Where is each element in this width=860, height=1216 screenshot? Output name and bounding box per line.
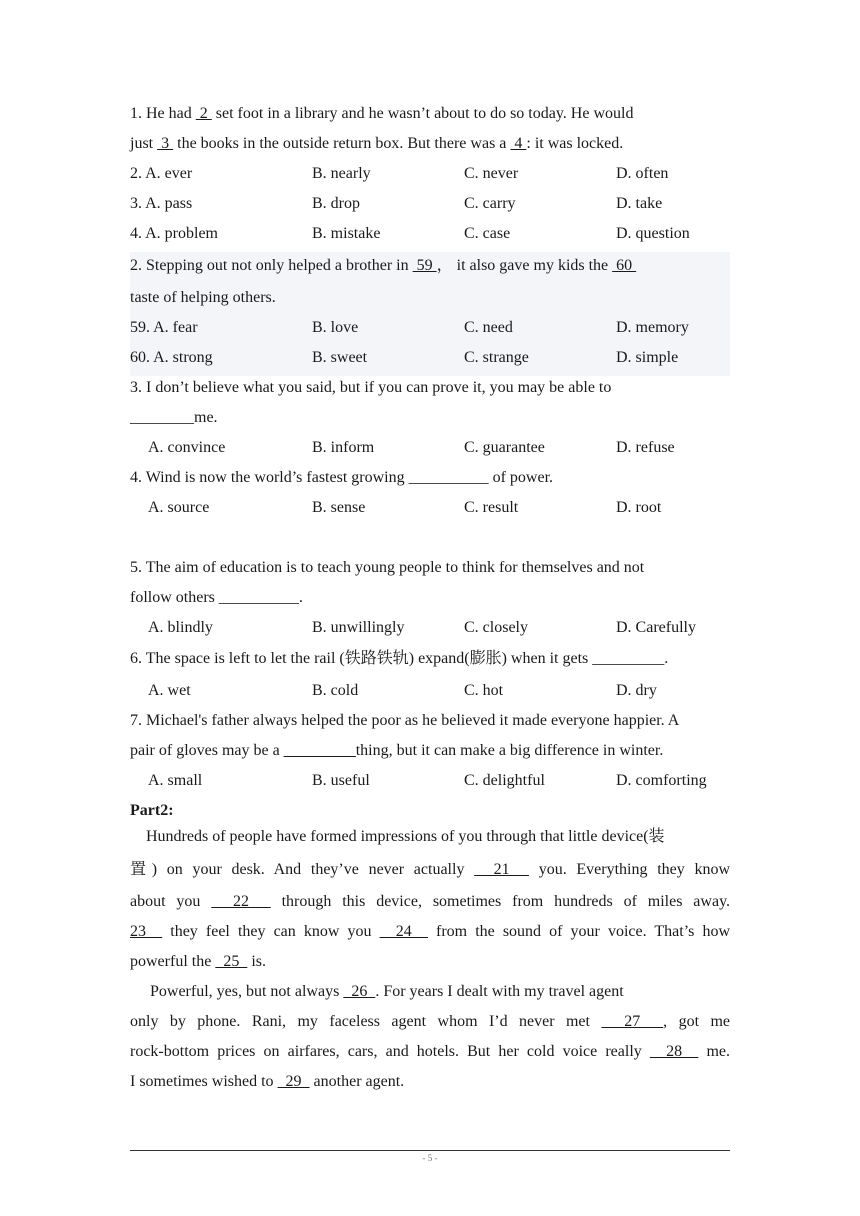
blank-23: 23: [130, 923, 163, 940]
q7-line1: 7. Michael's father always helped the poor as he believed it made everyone happier. A: [130, 712, 680, 729]
part2-p1-line1: [130, 827, 730, 847]
text: thing, but it can make a big difference in winter.: [355, 742, 664, 759]
part2-p1-line5: [130, 952, 730, 972]
q4-line1: 4. Wind is now the world’s fastest growing __________ of power.: [130, 469, 554, 486]
option-c: C. guarantee: [464, 439, 545, 456]
option-b: B. sense: [312, 499, 366, 516]
option-b: B. cold: [312, 682, 359, 699]
option-c: C. carry: [464, 195, 516, 212]
q5-line1: 5. The aim of education is to teach young people to think for themselves and not: [130, 559, 645, 576]
option-a: 2. A. ever: [130, 165, 193, 182]
part2-p2-line3: [130, 1042, 730, 1062]
text: , got me: [663, 1013, 731, 1030]
footer-divider: [130, 1150, 730, 1151]
option-a: A. convince: [148, 439, 226, 456]
q6-line1: 6. The space is left to let the rail (铁路铁轨) expand(膨胀) when it gets _________.: [130, 650, 669, 667]
blank-27: 27: [601, 1013, 664, 1030]
option-c: C. result: [464, 499, 519, 516]
blank-3: 3: [157, 135, 174, 152]
option-c: C. need: [464, 319, 513, 336]
option-b: B. sweet: [312, 349, 368, 366]
page-number: - 5 -: [422, 1153, 438, 1163]
option-d: D. refuse: [616, 439, 675, 456]
option-a: A. wet: [148, 682, 191, 699]
part2-heading: Part2:: [130, 802, 174, 819]
option-c: C. hot: [464, 682, 504, 699]
blank-21: 21: [474, 861, 529, 878]
q1-line2: [130, 134, 730, 154]
blank-60: 60: [612, 257, 637, 274]
blank-4: 4: [510, 135, 527, 152]
option-a: A. blindly: [148, 619, 213, 636]
text: 置) on your desk. And they’ve never actually: [130, 861, 475, 878]
q2-line1: [130, 256, 730, 276]
q5-line2: follow others __________.: [130, 589, 303, 606]
option-b: B. unwillingly: [312, 619, 405, 636]
option-a: 3. A. pass: [130, 195, 193, 212]
option-b: B. nearly: [312, 165, 371, 182]
text: another agent.: [309, 1073, 405, 1090]
blank-25: 25: [215, 953, 248, 970]
blank: _________: [283, 742, 356, 759]
option-b: B. mistake: [312, 225, 381, 242]
text: just: [130, 135, 158, 152]
option-c: C. delightful: [464, 772, 545, 789]
option-a: A. small: [148, 772, 203, 789]
text: only by phone. Rani, my faceless agent whom I’d never met: [130, 1013, 602, 1030]
text: is.: [247, 953, 266, 970]
part2-p1-line4: [130, 922, 730, 942]
option-b: B. love: [312, 319, 359, 336]
option-b: B. useful: [312, 772, 370, 789]
part2-p1-line3: [130, 892, 730, 912]
blank-22: 22: [211, 893, 271, 910]
text: pair of gloves may be a: [130, 742, 284, 759]
option-a: 4. A. problem: [130, 225, 218, 242]
option-c: C. closely: [464, 619, 528, 636]
text: : it was locked.: [526, 135, 624, 152]
blank-59: 59: [412, 257, 437, 274]
blank-26: 26: [343, 983, 376, 1000]
part2-p2-line2: [130, 1012, 730, 1032]
text: Powerful, yes, but not always: [130, 983, 344, 1000]
text: set foot in a library and he wasn’t about to do so today. He would: [211, 105, 634, 122]
text: from the sound of your voice. That’s how: [427, 923, 731, 940]
option-d: D. often: [616, 165, 669, 182]
option-a: A. source: [148, 499, 210, 516]
text: 1. He had: [130, 105, 196, 122]
q3-line2: ________me.: [130, 409, 218, 426]
text: through this device, sometimes from hundreds of miles away.: [270, 893, 731, 910]
option-c: C. never: [464, 165, 519, 182]
option-c: C. case: [464, 225, 511, 242]
q7-line2: [130, 741, 730, 761]
option-d: D. Carefully: [616, 619, 696, 636]
text: I sometimes wished to: [130, 1073, 278, 1090]
text: ， it also gave my kids the: [436, 257, 613, 274]
option-b: B. drop: [312, 195, 360, 212]
blank-24: 24: [379, 923, 428, 940]
q3-line1: 3. I don’t believe what you said, but if you can prove it, you may be able to: [130, 379, 612, 396]
part2-p2-line4: [130, 1072, 730, 1092]
option-b: B. inform: [312, 439, 375, 456]
text: Hundreds of people have formed impressions of you through that little device(装: [130, 828, 665, 845]
blank-28: 28: [649, 1043, 699, 1060]
text: rock-bottom prices on airfares, cars, and hotels. But her cold voice really: [130, 1043, 650, 1060]
text: . For years I dealt with my travel agent: [375, 983, 624, 1000]
q2-line2: taste of helping others.: [130, 289, 276, 306]
option-d: D. root: [616, 499, 662, 516]
q1-line1: [130, 104, 730, 124]
option-d: D. memory: [616, 319, 689, 336]
text: about you: [130, 893, 212, 910]
text: the books in the outside return box. But there was a: [173, 135, 511, 152]
blank-2: 2: [195, 105, 212, 122]
part2-p1-line2: [130, 860, 730, 880]
option-d: D. take: [616, 195, 663, 212]
option-d: D. simple: [616, 349, 679, 366]
option-d: D. dry: [616, 682, 657, 699]
text: me.: [698, 1043, 731, 1060]
option-c: C. strange: [464, 349, 529, 366]
blank-29: 29: [277, 1073, 310, 1090]
text: 2. Stepping out not only helped a brother in: [130, 257, 413, 274]
text: powerful the: [130, 953, 216, 970]
text: you. Everything they know: [528, 861, 730, 878]
option-a: 59. A. fear: [130, 319, 198, 336]
option-d: D. question: [616, 225, 690, 242]
part2-p2-line1: [130, 982, 730, 1002]
option-d: D. comforting: [616, 772, 707, 789]
text: they feel they can know you: [162, 923, 380, 940]
option-a: 60. A. strong: [130, 349, 213, 366]
